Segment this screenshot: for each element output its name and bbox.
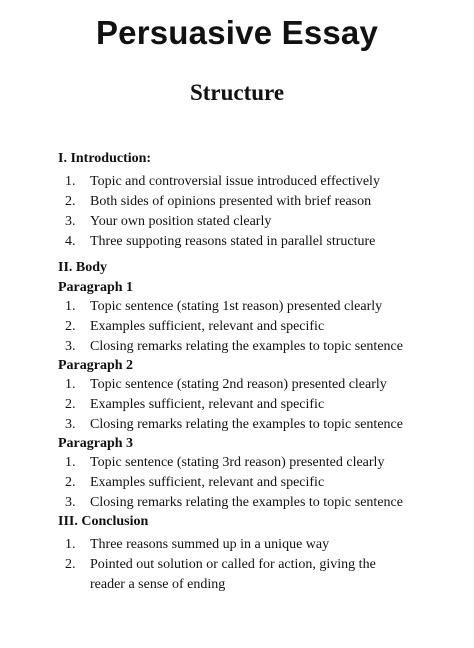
- item-text: Closing remarks relating the examples to topic sentence: [90, 417, 403, 432]
- item-text: Examples sufficient, relevant and specific: [90, 319, 325, 334]
- list-item: [58, 493, 468, 513]
- item-text: Both sides of opinions presented with brief reason: [90, 194, 372, 209]
- paragraph-heading: Paragraph 3: [58, 436, 134, 451]
- outline: [58, 150, 468, 595]
- item-number: 1.: [65, 174, 76, 189]
- item-text: Topic sentence (stating 3rd reason) presented clearly: [90, 455, 385, 470]
- item-number: 2.: [65, 397, 76, 412]
- item-number: 2.: [65, 319, 76, 334]
- list-item: [58, 535, 468, 555]
- list-item: [58, 453, 468, 473]
- page-title: Persuasive Essay: [95, 14, 379, 51]
- list-item: [58, 297, 468, 317]
- item-text: Pointed out solution or called for action, giving the reader a sense of ending: [90, 557, 376, 592]
- item-text: Closing remarks relating the examples to topic sentence: [90, 339, 403, 354]
- item-number: 1.: [65, 537, 76, 552]
- item-number: 3.: [65, 214, 76, 229]
- body-heading: II. Body: [58, 260, 108, 275]
- list-item: [58, 395, 468, 415]
- paragraph-heading: Paragraph 2: [58, 358, 134, 373]
- item-text: Your own position stated clearly: [90, 214, 272, 229]
- list-item: [58, 375, 468, 395]
- item-number: 3.: [65, 495, 76, 510]
- list-item: [58, 473, 468, 493]
- conclusion-heading: III. Conclusion: [58, 514, 149, 529]
- item-number: 3.: [65, 339, 76, 354]
- item-text: Examples sufficient, relevant and specific: [90, 475, 325, 490]
- list-item: [58, 317, 468, 337]
- paragraph-heading: Paragraph 1: [58, 280, 134, 295]
- item-text: Topic sentence (stating 2nd reason) presented clearly: [90, 377, 387, 392]
- item-text: Examples sufficient, relevant and specific: [90, 397, 325, 412]
- item-text: Three reasons summed up in a unique way: [90, 537, 330, 552]
- item-number: 2.: [65, 194, 76, 209]
- list-item: [58, 212, 468, 232]
- list-item: [58, 337, 468, 357]
- item-text: Topic and controversial issue introduced effectively: [90, 174, 380, 189]
- list-item: [58, 172, 468, 192]
- item-number: 1.: [65, 455, 76, 470]
- item-number: 1.: [65, 377, 76, 392]
- item-number: 1.: [65, 299, 76, 314]
- item-number: 4.: [65, 234, 76, 249]
- item-number: 2.: [65, 557, 76, 572]
- list-item: [58, 555, 388, 595]
- introduction-heading: I. Introduction:: [58, 151, 152, 166]
- item-text: Topic sentence (stating 1st reason) presented clearly: [90, 299, 383, 314]
- list-item: [58, 192, 468, 212]
- item-number: 2.: [65, 475, 76, 490]
- item-number: 3.: [65, 417, 76, 432]
- page-subtitle: Structure: [189, 80, 285, 105]
- item-text: Three suppoting reasons stated in parallel structure: [90, 234, 376, 249]
- list-item: [58, 232, 468, 252]
- list-item: [58, 415, 468, 435]
- item-text: Closing remarks relating the examples to topic sentence: [90, 495, 403, 510]
